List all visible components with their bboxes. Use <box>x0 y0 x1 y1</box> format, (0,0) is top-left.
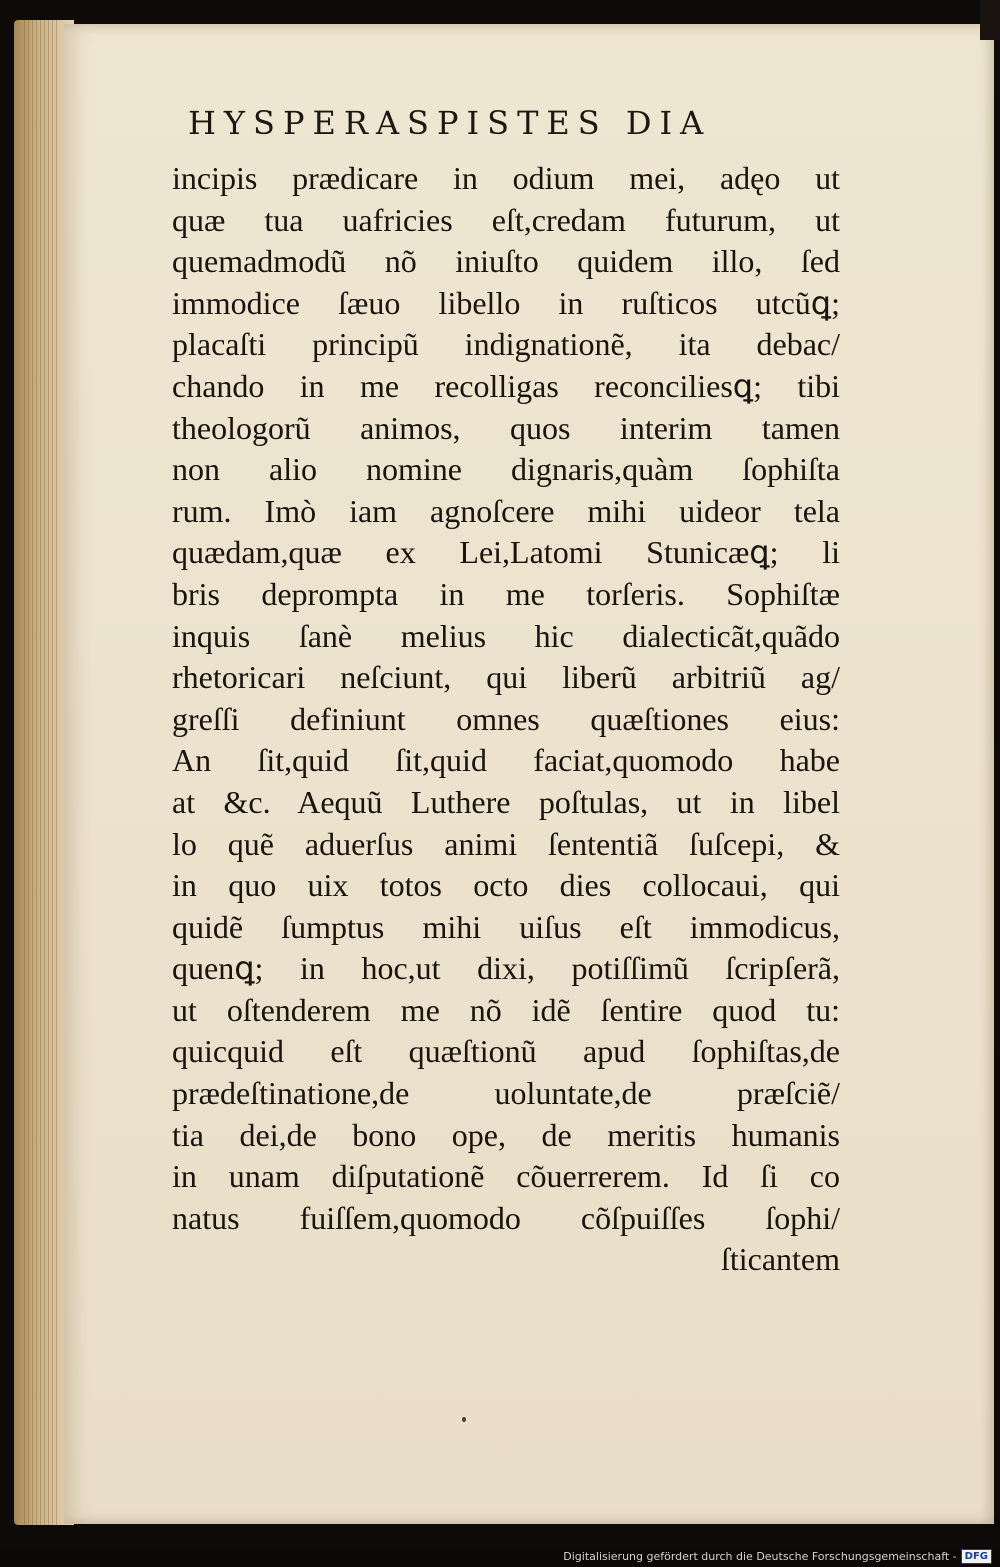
text-line: tia dei,de bono ope, de meritis humanis <box>172 1116 840 1153</box>
text-line: quidẽ ſumptus mihi uiſus eſt immodicus, <box>172 908 840 945</box>
scan-corner <box>980 0 1000 40</box>
text-line: placaſti principũ indignationẽ, ita debac/ <box>172 326 840 363</box>
footer-text: Digitalisierung gefördert durch die Deutsche Forschungsgemeinschaft - <box>563 1550 957 1563</box>
text-line: rum. Imò iam agnoſcere mihi uideor tela <box>172 492 840 529</box>
text-line: ut oſtenderem me nõ idẽ ſentire quod tu: <box>172 991 840 1028</box>
text-line: bris deprompta in me torſeris. Sophiſtæ <box>172 575 840 612</box>
running-head: HYSPERASPISTES DIA <box>188 104 712 142</box>
text-line: at &c. Aequũ Luthere poſtulas, ut in libel <box>172 783 840 820</box>
text-line: quemadmodũ nõ iniuſto quidem illo, ſed <box>172 243 840 280</box>
text-line: non alio nomine dignaris,quàm ſophiſta <box>172 451 840 488</box>
text-line: quicquid eſt quæſtionũ apud ſophiſtas,de <box>172 1033 840 1070</box>
text-line: greſſi definiunt omnes quæſtiones eius: <box>172 700 840 737</box>
text-block <box>172 158 840 1281</box>
text-line: theologorũ animos, quos interim tamen <box>172 409 840 446</box>
text-line: in unam diſputationẽ cõuerrerem. Id ſi co <box>172 1158 840 1195</box>
text-line: quenꝗ; in hoc,ut dixi, potiſſimũ ſcripſerã, <box>172 950 840 987</box>
text-line: An ſit,quid ſit,quid faciat,quomodo habe <box>172 742 840 779</box>
dfg-logo: DFG <box>961 1549 992 1564</box>
text-line: in quo uix totos octo dies collocaui, qui <box>172 867 840 904</box>
text-line: natus fuiſſem,quomodo cõſpuiſſes ſophi/ <box>172 1199 840 1236</box>
text-line: ſticantem <box>720 1241 840 1278</box>
text-line: quædam,quæ ex Lei,Latomi Stunicæꝗ; li <box>172 534 840 571</box>
text-line: prædeſtinatione,de uoluntate,de præſciẽ/ <box>172 1075 840 1112</box>
text-line: lo quẽ aduerſus animi ſententiã ſuſcepi, & <box>172 825 840 862</box>
ink-speck <box>462 1417 466 1422</box>
text-line: incipis prædicare in odium mei, adęo ut <box>172 160 840 196</box>
text-line: chando in me recolligas reconciliesꝗ; tibi <box>172 367 840 404</box>
text-line: quæ tua uafricies eſt,credam futurum, ut <box>172 201 840 238</box>
digitization-footer <box>563 1549 992 1564</box>
text-line: rhetoricari neſciunt, qui liberũ arbitriũ ag/ <box>172 659 840 696</box>
text-line: inquis ſanè melius hic dialecticãt,quãdo <box>172 617 840 654</box>
text-line: immodice ſæuo libello in ruſticos utcũꝗ; <box>172 284 840 321</box>
